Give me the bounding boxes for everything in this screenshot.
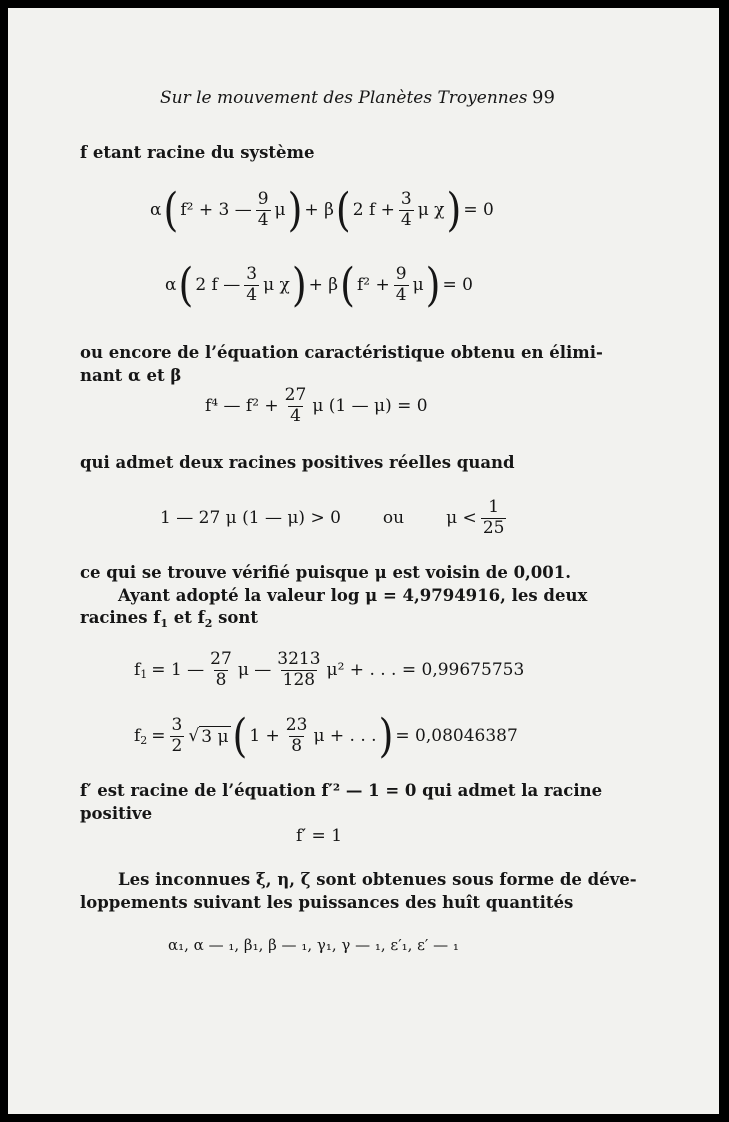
equation-5: f 1 = 1 — $\frac{27}{8}$ μ — $\frac{3213}{128}$ μ² + . . . = 0,99675753	[134, 649, 525, 690]
equation-3: f⁴ — f² + $\frac{27}{4}$ μ (1 — μ) = 0	[205, 385, 428, 426]
fraction: $\frac{9}{4}$	[395, 264, 407, 305]
page-number: 99	[532, 87, 555, 108]
paragraph-system-intro: f etant racine du système	[80, 143, 315, 162]
paren-close: )	[425, 258, 441, 312]
paragraph-verified: ce qui se trouve vérifié puisque μ est voisin de 0,001.	[80, 563, 571, 582]
paragraph-fprime-line1: f′ est racine de l’équation f′² — 1 = 0 qui admet la racine	[80, 781, 603, 800]
paren-open: (	[335, 183, 351, 237]
fraction: $\frac{23}{8}$	[285, 715, 308, 756]
fraction: $\frac{27}{8}$	[210, 649, 232, 690]
paragraph-log-value-line1: Ayant adopté la valeur log μ = 4,9794916, les deux	[118, 586, 588, 605]
fraction: $\frac{1}{25}$	[482, 497, 505, 538]
paren-open: (	[163, 183, 179, 237]
equation-1: α ( f² + 3 — $\frac{9}{4}$ μ ) + β ( 2 f + $\frac{3}{4}$ μ χ ) = 0	[150, 183, 494, 237]
equation-2: α ( 2 f — $\frac{3}{4}$ μ χ ) + β ( f² + $\frac{9}{4}$ μ ) = 0	[165, 258, 473, 312]
equation-quantities: α₁, α — ₁, β₁, β — ₁, γ₁, γ — ₁, ε′₁, ε′ — ₁	[168, 936, 459, 954]
paren-close: )	[446, 183, 462, 237]
fraction: $\frac{27}{4}$	[284, 385, 307, 426]
paren-close: )	[287, 183, 303, 237]
paragraph-roots-condition: qui admet deux racines positives réelles quand	[80, 453, 515, 472]
paren-close: )	[378, 709, 394, 763]
paragraph-fprime-line2: positive	[80, 804, 153, 823]
equation-7: f′ = 1	[296, 826, 343, 846]
paragraph-log-value-line2: racines $f_1$ et $f_2$ sont	[80, 608, 259, 630]
running-title: Sur le mouvement des Planètes Troyennes	[160, 88, 528, 108]
paragraph-characteristic-line2: nant α et β	[80, 366, 182, 385]
fraction: $\frac{3}{4}$	[400, 189, 412, 230]
sqrt-sign: √	[188, 726, 200, 747]
paren-open: (	[340, 258, 355, 312]
paragraph-unknowns-line2: loppements suivant les puissances des huît quantités	[80, 893, 574, 912]
paragraph-unknowns-line1: Les inconnues ξ, η, ζ sont obtenues sous forme de déve-	[118, 870, 637, 889]
sqrt-radicand: 3 μ	[201, 726, 229, 747]
paren-open: (	[232, 709, 248, 763]
fraction: $\frac{3213}{128}$	[277, 649, 321, 690]
fraction: $\frac{3}{4}$	[246, 264, 258, 305]
book-page	[8, 8, 719, 1114]
fraction: $\frac{9}{4}$	[257, 189, 269, 230]
paragraph-characteristic-line1: ou encore de l’équation caractéristique obtenu en élimi-	[80, 343, 603, 362]
equation-4: 1 — 27 μ (1 — μ) > 0 ou μ < $\frac{1}{25}$	[160, 497, 505, 538]
paren-open: (	[178, 258, 194, 312]
fraction: $\frac{3}{2}$	[171, 715, 183, 756]
paren-close: )	[291, 258, 307, 312]
equation-6: f 2 = $\frac{3}{2}$ √ 3 μ ( 1 + $\frac{23}{8}$ μ + . . . ) = 0,08046387	[134, 709, 518, 763]
